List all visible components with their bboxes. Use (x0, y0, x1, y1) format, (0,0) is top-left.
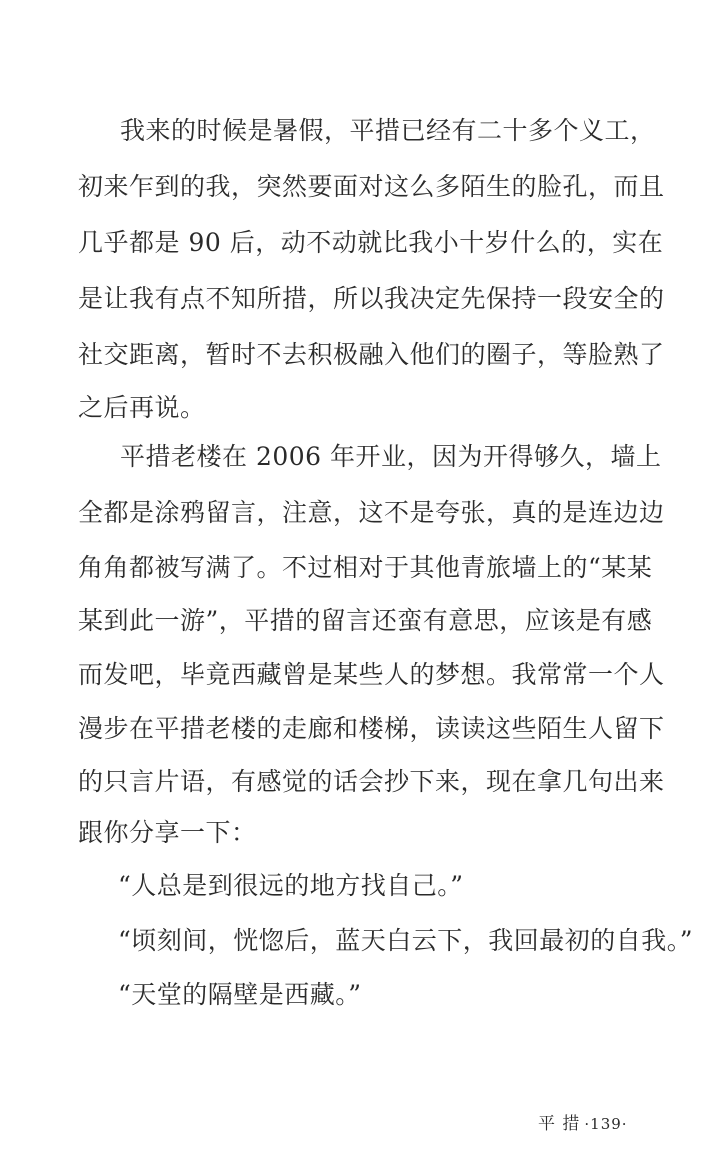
paragraph-2-line-8: 跟你分享一下： (78, 818, 257, 847)
paragraph-2-line-7: 的只言片语，有感觉的话会抄下来，现在拿几句出来 (78, 767, 665, 796)
page-footer (538, 1113, 628, 1135)
paragraph-1-line-4: 是让我有点不知所措，所以我决定先保持一段安全的 (78, 284, 665, 313)
paragraph-1-line-2: 初来乍到的我，突然要面对这么多陌生的脸孔，而且 (78, 172, 665, 201)
page-number: ·139· (584, 1115, 628, 1133)
paragraph-2-line-2: 全都是涂鸦留言，注意，这不是夸张，真的是连边边 (78, 498, 665, 527)
paragraph-1-line-5: 社交距离，暂时不去积极融入他们的圈子，等脸熟了 (78, 340, 665, 369)
paragraph-2-line-3: 角角都被写满了。不过相对于其他青旅墙上的“某某 (78, 553, 653, 582)
quote-1: “人总是到很远的地方找自己。” (118, 871, 464, 900)
quote-3: “天堂的隔壁是西藏。” (118, 980, 362, 1009)
paragraph-2-line-6: 漫步在平措老楼的走廊和楼梯，读读这些陌生人留下 (78, 714, 665, 743)
paragraph-2-line-5: 而发吧，毕竟西藏曾是某些人的梦想。我常常一个人 (78, 660, 665, 689)
paragraph-2-line-4: 某到此一游”，平措的留言还蛮有意思，应该是有感 (78, 606, 653, 635)
paragraph-2-line-1: 平措老楼在 2006 年开业，因为开得够久，墙上 (120, 442, 662, 471)
paragraph-1-line-6: 之后再说。 (78, 393, 206, 422)
running-section-title: 平 措 (538, 1114, 581, 1134)
paragraph-1-line-3: 几乎都是 90 后，动不动就比我小十岁什么的，实在 (78, 228, 664, 257)
quote-2: “顷刻间，恍惚后，蓝天白云下，我回最初的自我。” (118, 926, 694, 955)
paragraph-1-line-1: 我来的时候是暑假，平措已经有二十多个义工， (120, 116, 656, 145)
